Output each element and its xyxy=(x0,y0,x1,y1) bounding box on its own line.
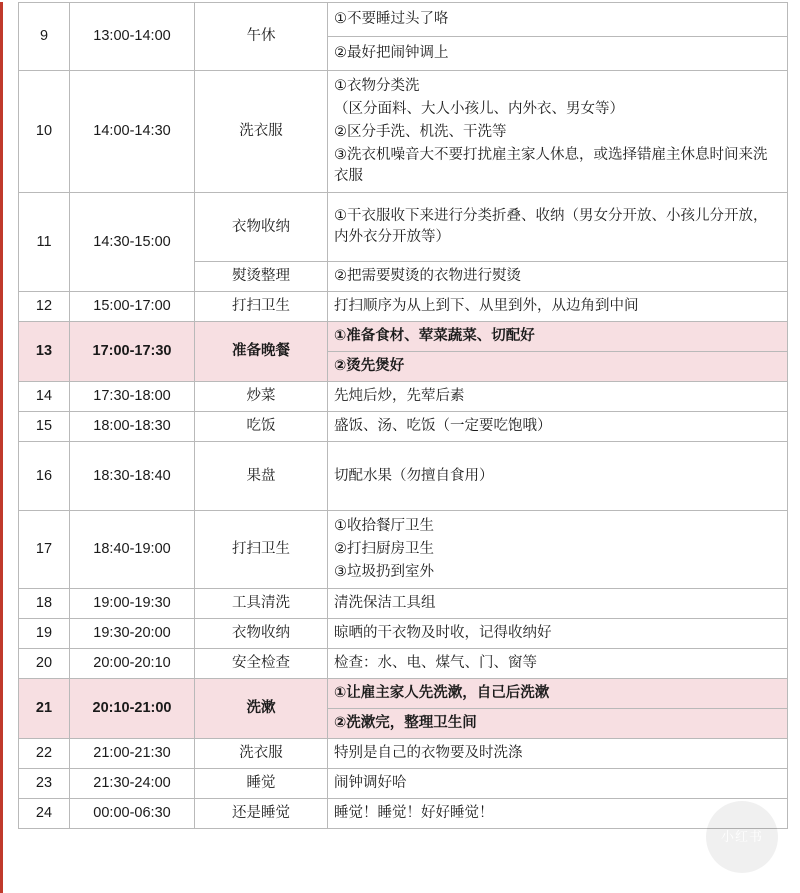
row-time: 21:30-24:00 xyxy=(70,769,195,799)
row-number: 22 xyxy=(19,739,70,769)
row-detail: ①干衣服收下来进行分类折叠、收纳（男女分开放、小孩儿分开放，内外衣分开放等） xyxy=(328,193,788,262)
row-detail: 晾晒的干衣物及时收，记得收纳好 xyxy=(328,619,788,649)
detail-line: ①收拾餐厅卫生 xyxy=(334,518,434,535)
row-number: 19 xyxy=(19,619,70,649)
row-time: 13:00-14:00 xyxy=(70,3,195,71)
row-task: 洗衣服 xyxy=(195,71,328,193)
row-time: 18:00-18:30 xyxy=(70,412,195,442)
row-number: 23 xyxy=(19,769,70,799)
row-detail: ②洗漱完，整理卫生间 xyxy=(328,709,788,739)
row-detail: 闹钟调好哈 xyxy=(328,769,788,799)
table-row xyxy=(19,382,788,412)
row-detail: 检查：水、电、煤气、门、窗等 xyxy=(328,649,788,679)
watermark-label: 小红书 xyxy=(706,801,778,873)
row-task: 午休 xyxy=(195,3,328,71)
row-detail: 先炖后炒，先荤后素 xyxy=(328,382,788,412)
table-row xyxy=(19,412,788,442)
row-detail xyxy=(328,3,788,71)
row-time: 18:30-18:40 xyxy=(70,442,195,511)
row-detail: 特别是自己的衣物要及时洗涤 xyxy=(328,739,788,769)
table-row xyxy=(19,769,788,799)
row-task: 衣物收纳 xyxy=(195,193,328,262)
row-task: 衣物收纳 xyxy=(195,619,328,649)
row-task: 洗衣服 xyxy=(195,739,328,769)
detail-line: （区分面料、大人小孩儿、内外衣、男女等） xyxy=(334,101,624,118)
row-task: 还是睡觉 xyxy=(195,799,328,829)
row-number: 16 xyxy=(19,442,70,511)
row-number: 18 xyxy=(19,589,70,619)
row-number: 12 xyxy=(19,292,70,322)
row-time: 20:10-21:00 xyxy=(70,679,195,739)
table-row xyxy=(19,3,788,71)
table-row xyxy=(19,619,788,649)
row-task: 洗漱 xyxy=(195,679,328,739)
table-row-highlighted xyxy=(19,322,788,352)
row-task: 安全检查 xyxy=(195,649,328,679)
table-row xyxy=(19,511,788,589)
row-time: 19:30-20:00 xyxy=(70,619,195,649)
row-number: 10 xyxy=(19,71,70,193)
row-task: 准备晚餐 xyxy=(195,322,328,382)
row-time: 17:00-17:30 xyxy=(70,322,195,382)
row-number: 15 xyxy=(19,412,70,442)
table-row xyxy=(19,739,788,769)
row-number: 11 xyxy=(19,193,70,292)
row-number: 24 xyxy=(19,799,70,829)
row-time: 21:00-21:30 xyxy=(70,739,195,769)
row-time: 17:30-18:00 xyxy=(70,382,195,412)
table-row xyxy=(19,799,788,829)
table-row xyxy=(19,193,788,262)
row-detail: 盛饭、汤、吃饭（一定要吃饱哦） xyxy=(328,412,788,442)
row-detail: 打扫顺序为从上到下、从里到外，从边角到中间 xyxy=(328,292,788,322)
row-task: 工具清洗 xyxy=(195,589,328,619)
detail-line: ③洗衣机噪音大不要打扰雇主家人休息，或选择错雇主休息时间来洗衣服 xyxy=(334,147,768,185)
row-number: 17 xyxy=(19,511,70,589)
detail-line: ②区分手洗、机洗、干洗等 xyxy=(334,124,507,141)
table-row xyxy=(19,589,788,619)
detail-line: ①衣物分类洗 xyxy=(334,78,420,95)
row-time: 18:40-19:00 xyxy=(70,511,195,589)
detail-line: ②最好把闹钟调上 xyxy=(334,45,449,62)
row-task: 吃饭 xyxy=(195,412,328,442)
row-number: 21 xyxy=(19,679,70,739)
row-time: 19:00-19:30 xyxy=(70,589,195,619)
table-row xyxy=(19,292,788,322)
table-row xyxy=(19,649,788,679)
row-detail xyxy=(328,71,788,193)
table-row xyxy=(19,442,788,511)
document-page xyxy=(0,2,800,893)
row-number: 14 xyxy=(19,382,70,412)
table-row xyxy=(19,71,788,193)
row-task: 炒菜 xyxy=(195,382,328,412)
row-task: 打扫卫生 xyxy=(195,292,328,322)
row-detail: ②把需要熨烫的衣物进行熨烫 xyxy=(328,262,788,292)
row-time: 15:00-17:00 xyxy=(70,292,195,322)
row-number: 13 xyxy=(19,322,70,382)
row-number: 9 xyxy=(19,3,70,71)
row-detail: 切配水果（勿擅自食用） xyxy=(328,442,788,511)
detail-line: ②打扫厨房卫生 xyxy=(334,541,434,558)
row-time: 14:30-15:00 xyxy=(70,193,195,292)
row-time: 20:00-20:10 xyxy=(70,649,195,679)
row-detail: ①让雇主家人先洗漱，自己后洗漱 xyxy=(328,679,788,709)
row-task: 果盘 xyxy=(195,442,328,511)
page-edge-accent xyxy=(0,2,3,893)
row-time: 00:00-06:30 xyxy=(70,799,195,829)
row-number: 20 xyxy=(19,649,70,679)
detail-line: ③垃圾扔到室外 xyxy=(334,564,434,581)
schedule-table xyxy=(18,2,788,829)
row-detail: 睡觉！睡觉！好好睡觉！ xyxy=(328,799,788,829)
detail-line: ①不要睡过头了咯 xyxy=(328,3,787,37)
row-detail: ②烫先煲好 xyxy=(328,352,788,382)
table-row-highlighted xyxy=(19,679,788,709)
row-detail: ①准备食材、荤菜蔬菜、切配好 xyxy=(328,322,788,352)
row-task: 打扫卫生 xyxy=(195,511,328,589)
row-detail: 清洗保洁工具组 xyxy=(328,589,788,619)
row-task: 熨烫整理 xyxy=(195,262,328,292)
row-task: 睡觉 xyxy=(195,769,328,799)
row-time: 14:00-14:30 xyxy=(70,71,195,193)
row-detail xyxy=(328,511,788,589)
schedule-table-body xyxy=(19,3,788,829)
